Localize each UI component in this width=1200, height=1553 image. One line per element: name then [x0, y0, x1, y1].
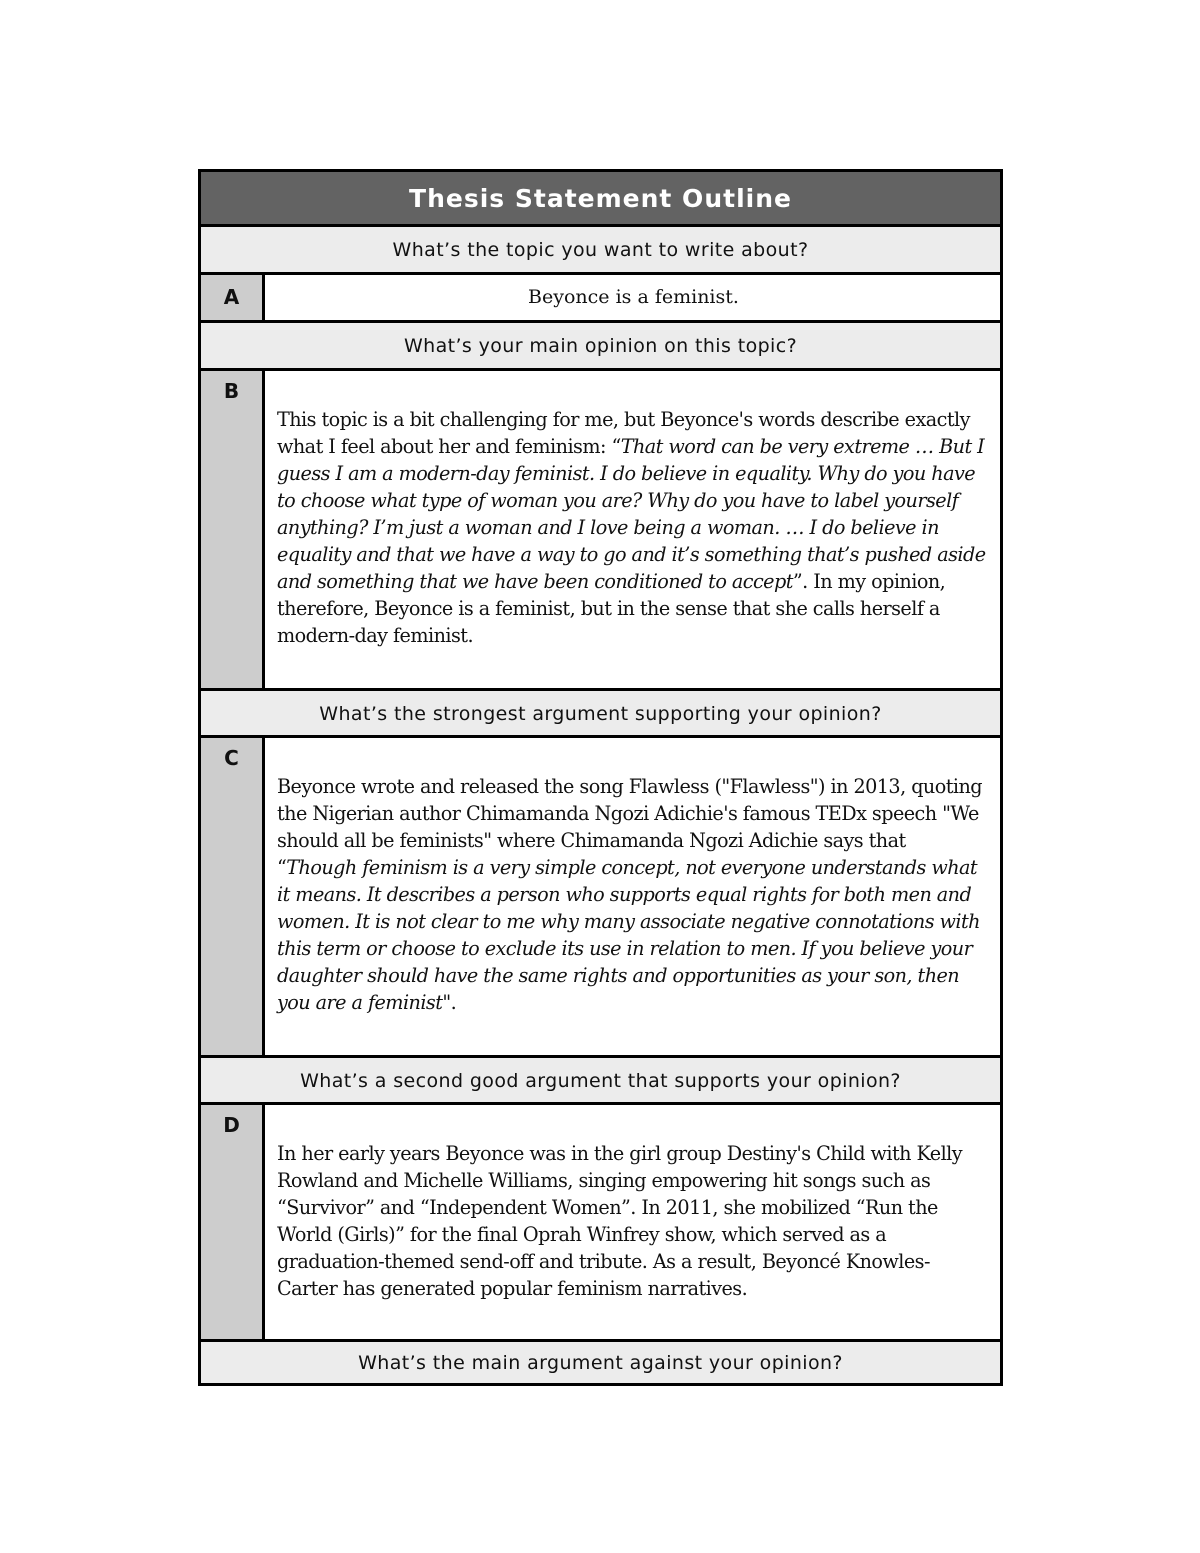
section-label-c: C: [201, 738, 265, 1056]
answer-text: ".: [442, 991, 457, 1014]
answer-strongest-argument: [268, 738, 1000, 1056]
quote-text: That word can be very extreme … But I guess I am a modern-day feminist. I do believe in equality. Why do you have to choose what type of woman you are? Why do you have to label yourself anything? I’m just a woman and I love being a woman. … I do believe in equality and that we have a way to go and it’s something that’s pushed aside and something that we have been conditioned to accept: [277, 435, 986, 593]
thesis-outline-table: [198, 169, 1003, 1386]
answer-text: ”. In my opinion, therefore, Beyonce is a feminist, but in the sense that she calls herself a modern-day feminist.: [277, 570, 946, 647]
answer-text: Beyonce wrote and released the song Flawless ("Flawless") in 2013, quoting the Nigerian author Chimamanda Ngozi Adichie's famous TEDx speech "We should all be feminists" where Chimamanda Ngozi Adichie says that “: [277, 775, 983, 879]
answer-topic: Beyonce is a feminist.: [268, 275, 1000, 320]
answer-main-opinion: [268, 371, 1000, 689]
answer-text: In her early years Beyonce was in the girl group Destiny's Child with Kelly Rowland and Michelle Williams, singing empowering hit songs such as “Survivor” and “Independent Women”. In 2011, she mobilized “Run the World (Girls)” for the final Oprah Winfrey show, which served as a graduation-themed send-off and tribute. As a result, Beyoncé Knowles-Carter has generated popular feminism narratives.: [277, 1142, 963, 1300]
section-label-b: B: [201, 371, 265, 689]
section-label-d: D: [201, 1105, 265, 1340]
answer-text: This topic is a bit challenging for me, but Beyonce's words describe exactly what I feel about her and feminism: “: [277, 408, 970, 458]
question-main-opinion: What’s your main opinion on this topic?: [201, 323, 1000, 368]
answer-second-argument: [268, 1105, 1000, 1340]
page-title: Thesis Statement Outline: [201, 172, 1000, 227]
quote-text: Though feminism is a very simple concept, not everyone understands what it means. It describes a person who supports equal rights for both men and women. It is not clear to me why many associate negative connotations with this term or choose to exclude its use in relation to men. If you believe your daughter should have the same rights and opportunities as your son, then you are a feminist: [277, 856, 980, 1014]
question-topic: What’s the topic you want to write about?: [201, 227, 1000, 272]
question-strongest-argument: What’s the strongest argument supporting your opinion?: [201, 691, 1000, 736]
question-counter-argument: What’s the main argument against your opinion?: [201, 1342, 1000, 1383]
section-label-a: A: [201, 275, 265, 320]
question-second-argument: What’s a second good argument that supports your opinion?: [201, 1058, 1000, 1103]
